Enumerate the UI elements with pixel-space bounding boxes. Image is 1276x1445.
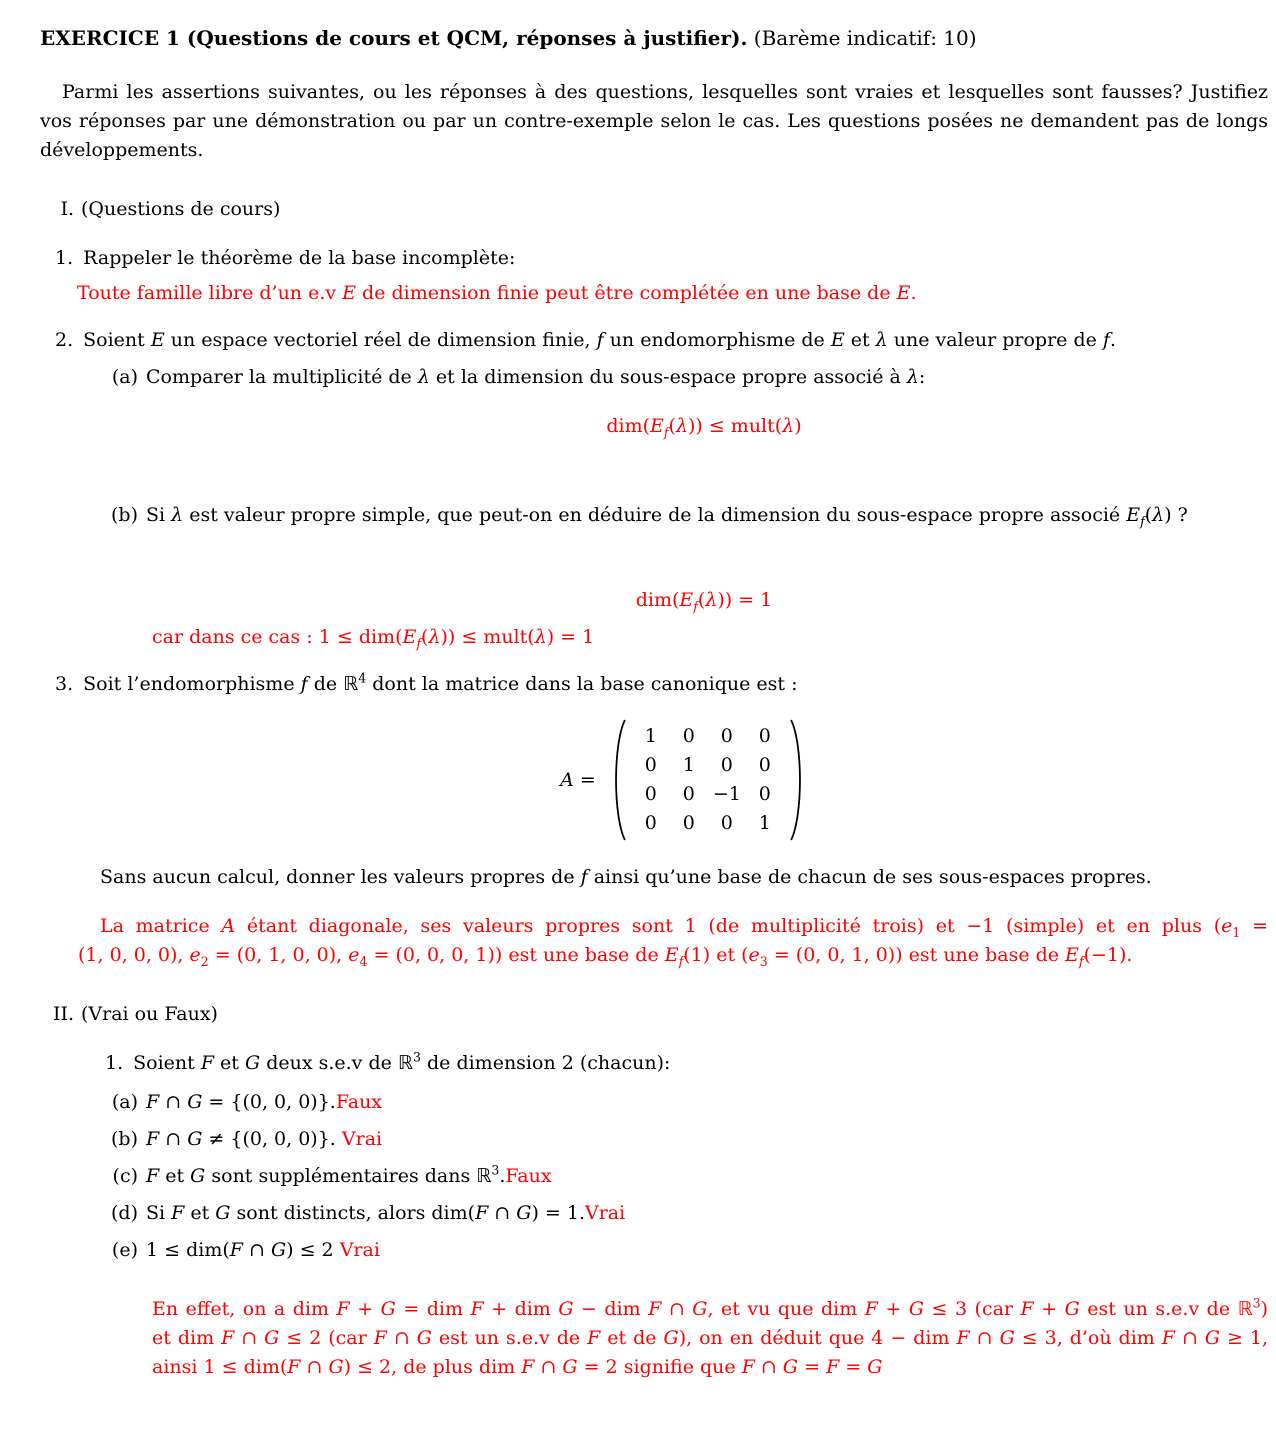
matrix-cell: 0 (720, 725, 733, 747)
vf-item-b-label: (b) (111, 1128, 138, 1150)
justification-line: En effet, on a dim F + G = dim F + dim G − dim F ∩ G, et vu que dim F + G ≤ 3 (car F + G est un s.e.v de ℝ$^3$) (152, 1295, 1269, 1320)
question-3-label: 3. (55, 673, 74, 695)
vf-item-c-statement: F et G sont supplémentaires dans ℝ$^3$. (146, 1162, 506, 1187)
vf-item-c-verdict: Faux (505, 1165, 552, 1187)
question-2 (55, 326, 1268, 355)
section-2-title: (Vrai ou Faux) (81, 1003, 218, 1025)
vf-item-e-verdict: Vrai (339, 1239, 380, 1261)
matrix-cell: 0 (644, 754, 657, 776)
matrix-cell: 0 (644, 783, 657, 805)
question-2-text: Soient E un espace vectoriel réel de dimension finie, f un endomorphisme de E et λ une valeur propre de f. (83, 329, 1116, 351)
vf-question-1-text: Soient F et G deux s.e.v de ℝ$^3$ de dimension 2 (chacun): (133, 1049, 671, 1074)
matrix-cell: −1 (712, 783, 741, 805)
question-2b-text: Si λ est valeur propre simple, que peut-on en déduire de la dimension du sous-espace propre associé $E_f(\lambda)$ ? (146, 504, 1188, 529)
question-1 (55, 244, 1268, 273)
intro-line: vos réponses par une démonstration ou par un contre-exemple selon le cas. Les questions posées ne demandent pas de longs (40, 110, 1268, 132)
vf-justification (152, 1295, 1268, 1382)
question-1-text: Rappeler le théorème de la base incomplète: (83, 247, 516, 269)
matrix-cell: 0 (720, 754, 733, 776)
vf-question-1-label: 1. (105, 1052, 124, 1074)
vf-item-b-statement: F ∩ G ≠ {(0, 0, 0)}. (146, 1128, 342, 1150)
intro-line: développements. (40, 139, 204, 161)
vf-item-b (108, 1125, 1268, 1154)
question-3-text: Soit l’endomorphisme f de ℝ$^4$ dont la matrice dans la base canonique est : (83, 670, 798, 695)
answer-line: La matrice A étant diagonale, ses valeurs propres sont 1 (de multiplicité trois) et −1 (simple) et en plus ($e_1$ = (100, 915, 1268, 940)
matrix-cell: 0 (720, 812, 733, 834)
section-1-label: I. (60, 198, 74, 220)
matrix-cell: 1 (758, 812, 771, 834)
vf-item-a (108, 1088, 1268, 1117)
vf-item-a-statement: F ∩ G = {(0, 0, 0)}. (146, 1091, 336, 1113)
question-2a (108, 363, 1268, 392)
exercise-title (40, 24, 1268, 53)
vf-item-c-label: (c) (112, 1165, 138, 1187)
exercise-title-bold: EXERCICE 1 (Questions de cours et QCM, réponses à justifier). (40, 26, 748, 50)
justification-line: ainsi 1 ≤ dim(F ∩ G) ≤ 2, de plus dim F ∩ G = 2 signifie que F ∩ G = F = G (152, 1356, 883, 1378)
matrix-lhs: A = (560, 768, 596, 791)
vf-item-d-label: (d) (111, 1202, 138, 1224)
matrix-cell: 1 (682, 754, 695, 776)
question-2a-label: (a) (111, 366, 138, 388)
vf-item-list (40, 1088, 1268, 1265)
matrix-cell: 0 (644, 812, 657, 834)
matrix-left-paren-icon (608, 717, 628, 843)
vf-item-c (108, 1162, 1268, 1191)
matrix-right-paren-icon (788, 717, 808, 843)
question-3 (55, 670, 1268, 699)
vf-item-e-label: (e) (111, 1239, 138, 1261)
matrix-cell: 0 (758, 754, 771, 776)
vf-item-e-body (146, 1236, 380, 1265)
question-2b-answer-equation: $dim(E_f(\lambda)) = 1$ (635, 589, 773, 614)
question-1-label: 1. (55, 247, 74, 269)
vf-item-b-verdict: Vrai (341, 1128, 383, 1150)
matrix-cell: 0 (682, 812, 695, 834)
vf-item-b-body (146, 1125, 382, 1154)
matrix-cell: 1 (644, 725, 657, 747)
question-3-followup: Sans aucun calcul, donner les valeurs propres de f ainsi qu’une base de chacun de ses sous-espaces propres. (100, 866, 1152, 888)
matrix-cell: 0 (682, 725, 695, 747)
question-2b (108, 501, 1268, 530)
question-2b-answer-note: car dans ce cas : $1 \le dim(E_f(\lambda))$ ≤ mult(λ) = 1 (152, 626, 595, 651)
answer-line: (1, 0, 0, 0), $e_2 = (0$, 1, 0, 0), $e_4 = (0$, 0, 0, 1)) est une base de $E_f(1)$ et ($e_3 = (0$, 0, 1, 0)) est une base de $E_f(-1)$. (78, 944, 1133, 969)
vf-item-d (108, 1199, 1268, 1228)
intro-line: Parmi les assertions suivantes, ou les réponses à des questions, lesquelles sont vraies et lesquelles sont fausses? Justifiez (62, 81, 1268, 103)
section-1-title: (Questions de cours) (81, 198, 281, 220)
question-2b-label: (b) (111, 504, 138, 526)
matrix-cell: 0 (758, 725, 771, 747)
question-2a-answer-equation: $dim(E_f(\lambda))$ ≤ mult(λ) (606, 415, 802, 440)
justification-line: et dim F ∩ G ≤ 2 (car F ∩ G est un s.e.v de F et de G), on en déduit que 4 − dim F ∩ G ≤ 3, d’où dim F ∩ G ≥ 1, (152, 1327, 1269, 1349)
intro-paragraph (40, 78, 1268, 165)
matrix-display (100, 717, 1268, 843)
question-3-answer (78, 912, 1268, 970)
vf-item-e (108, 1236, 1268, 1265)
vf-item-d-body (146, 1199, 625, 1228)
vf-item-e-statement: 1 ≤ dim(F ∩ G) ≤ 2 (146, 1239, 340, 1261)
question-2-label: 2. (55, 329, 74, 351)
question-2a-text: Comparer la multiplicité de λ et la dimension du sous-espace propre associé à λ: (146, 366, 926, 388)
vf-question-1 (105, 1049, 1268, 1078)
section-2-label: II. (52, 1003, 74, 1025)
matrix-grid (628, 719, 788, 841)
matrix-cell: 0 (682, 783, 695, 805)
section-1-heading (40, 195, 1268, 224)
matrix-cell: 0 (758, 783, 771, 805)
exercise-title-bareme: (Barème indicatif: 10) (753, 26, 977, 50)
vf-item-d-statement: Si F et G sont distincts, alors dim(F ∩ G) = 1. (146, 1202, 585, 1224)
section-2-heading (40, 1000, 1268, 1029)
question-1-answer: Toute famille libre d’un e.v E de dimension finie peut être complétée en une base de E. (77, 282, 917, 304)
vf-item-a-label: (a) (111, 1091, 138, 1113)
vf-item-d-verdict: Vrai (584, 1202, 626, 1224)
vf-item-c-body (146, 1162, 552, 1191)
vf-item-a-body (146, 1088, 382, 1117)
vf-item-a-verdict: Faux (335, 1091, 383, 1113)
